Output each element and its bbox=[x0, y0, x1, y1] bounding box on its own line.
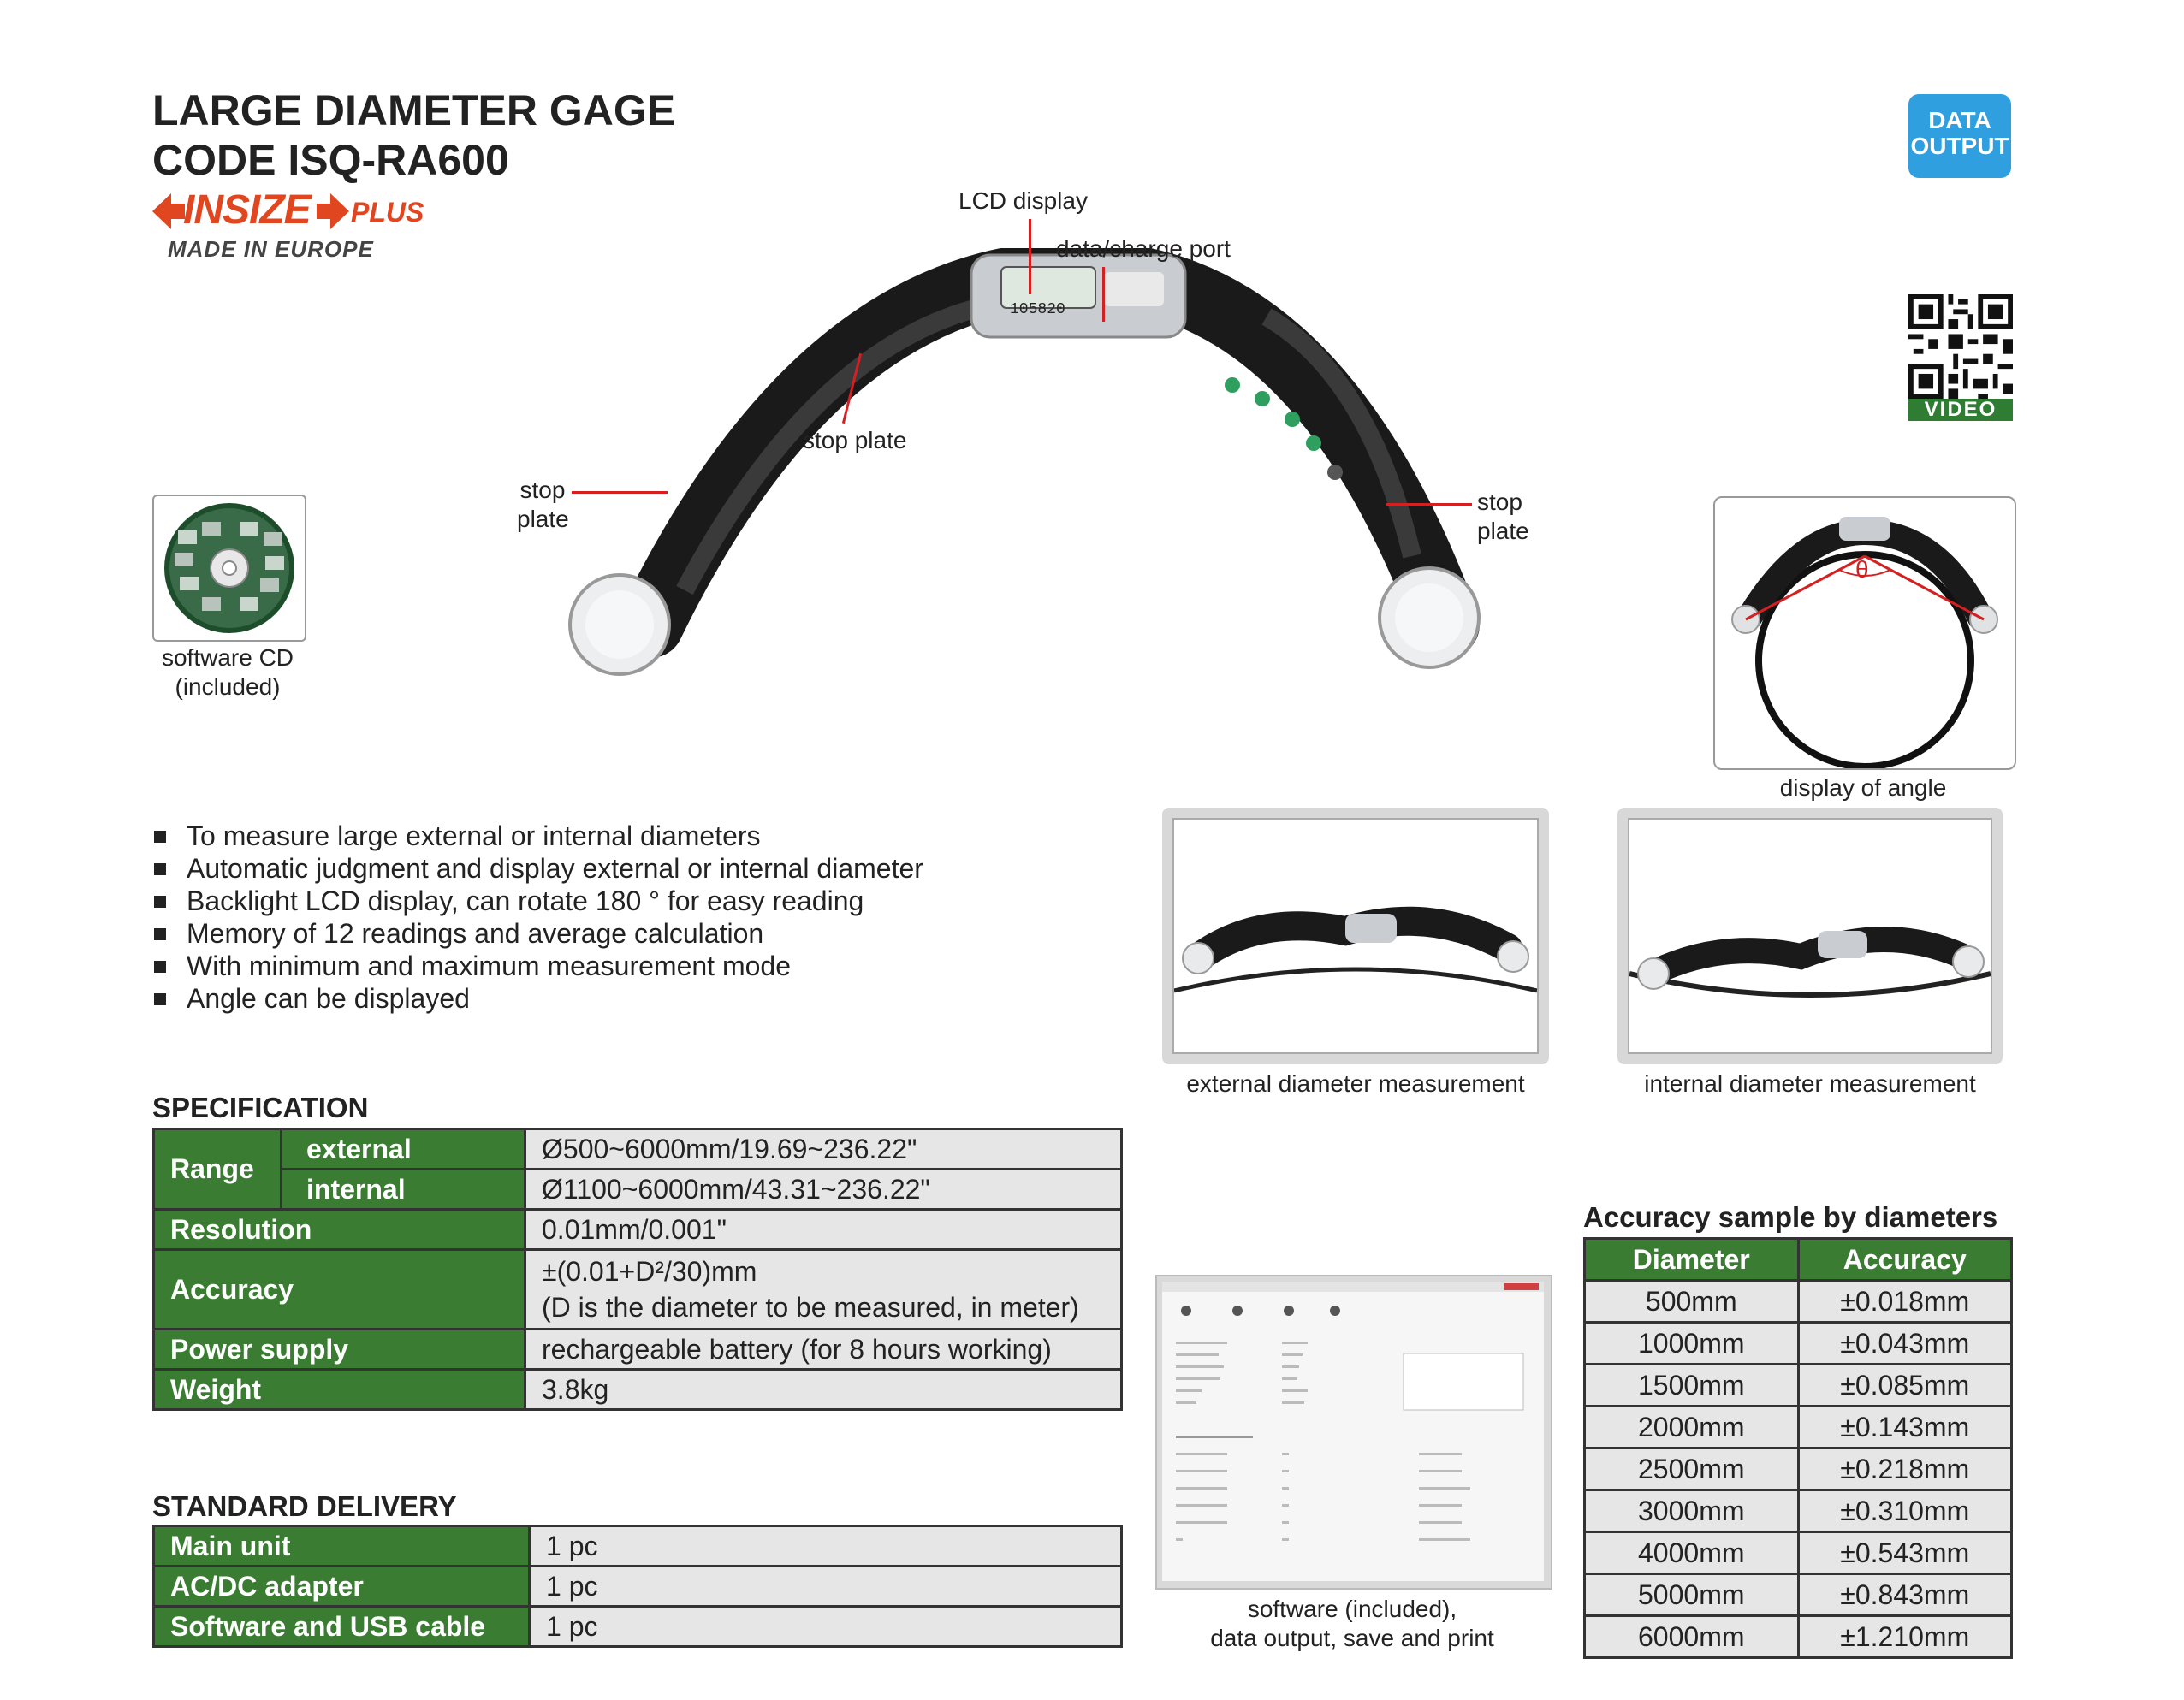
software-window-illustration bbox=[1162, 1282, 1544, 1581]
delivery-qty: 1 pc bbox=[530, 1526, 1122, 1567]
delivery-item: AC/DC adapter bbox=[154, 1567, 530, 1607]
feature-list bbox=[152, 820, 1094, 1015]
data-output-badge-label: DATA OUTPUT bbox=[1910, 107, 2009, 159]
accuracy-value: ±0.310mm bbox=[1798, 1490, 2012, 1532]
accuracy-diameter: 2000mm bbox=[1585, 1407, 1799, 1448]
spec-value-resolution: 0.01mm/0.001" bbox=[525, 1210, 1122, 1250]
callout-line-stop-right bbox=[1386, 503, 1472, 506]
internal-measurement-illustration bbox=[1629, 820, 1991, 1052]
spec-value-internal: Ø1100~6000mm/43.31~236.22" bbox=[525, 1170, 1122, 1210]
spec-row-resolution bbox=[154, 1210, 1122, 1250]
callout-stop-plate-top: stop plate bbox=[803, 427, 907, 453]
accuracy-value: ±1.210mm bbox=[1798, 1616, 2012, 1658]
accuracy-row bbox=[1585, 1323, 2012, 1365]
accuracy-value: ±0.018mm bbox=[1798, 1281, 2012, 1323]
angle-illustration bbox=[1715, 498, 2015, 768]
software-caption-line2: data output, save and print bbox=[1210, 1625, 1494, 1651]
feature-item: Automatic judgment and display external or internal diameter bbox=[152, 852, 1094, 885]
callout-line-lcd bbox=[1029, 219, 1031, 294]
software-caption-line1: software (included), bbox=[1247, 1596, 1457, 1622]
cd-caption bbox=[137, 643, 318, 702]
lcd-reading: 105820 bbox=[1010, 301, 1065, 318]
cd-icon bbox=[154, 496, 305, 640]
delivery-item: Software and USB cable bbox=[154, 1607, 530, 1647]
feature-item: To measure large external or internal diameters bbox=[152, 820, 1094, 852]
callout-stop-plate-left-text: stop plate bbox=[517, 477, 569, 532]
delivery-title: STANDARD DELIVERY bbox=[152, 1490, 457, 1522]
accuracy-value: ±0.843mm bbox=[1798, 1574, 2012, 1616]
data-output-badge bbox=[1908, 94, 2011, 178]
accuracy-row bbox=[1585, 1490, 2012, 1532]
accuracy-header-diameter: Diameter bbox=[1585, 1239, 1799, 1281]
accuracy-value: ±0.218mm bbox=[1798, 1448, 2012, 1490]
callout-stop-plate-right-text: stop plate bbox=[1477, 489, 1529, 544]
accuracy-value: ±0.143mm bbox=[1798, 1407, 2012, 1448]
delivery-table bbox=[152, 1525, 1123, 1648]
spec-value-external: Ø500~6000mm/19.69~236.22" bbox=[525, 1129, 1122, 1170]
feature-item: Memory of 12 readings and average calculation bbox=[152, 917, 1094, 950]
accuracy-header-accuracy: Accuracy bbox=[1798, 1239, 2012, 1281]
accuracy-row bbox=[1585, 1532, 2012, 1574]
accuracy-header-row bbox=[1585, 1239, 2012, 1281]
accuracy-diameter: 3000mm bbox=[1585, 1490, 1799, 1532]
internal-measurement-image bbox=[1617, 808, 2003, 1064]
accuracy-sample-title: Accuracy sample by diameters bbox=[1583, 1201, 1998, 1233]
callout-port: data/charge port bbox=[1056, 235, 1231, 262]
accuracy-row bbox=[1585, 1574, 2012, 1616]
spec-row-range-internal bbox=[154, 1170, 1122, 1210]
accuracy-value: ±0.043mm bbox=[1798, 1323, 2012, 1365]
product-image bbox=[548, 248, 1506, 693]
spec-row-range-external bbox=[154, 1129, 1122, 1170]
spec-row-accuracy bbox=[154, 1250, 1122, 1330]
accuracy-row bbox=[1585, 1448, 2012, 1490]
made-in-label: MADE IN EUROPE bbox=[168, 236, 374, 262]
cd-caption-line1: software CD bbox=[161, 644, 294, 671]
accuracy-row bbox=[1585, 1281, 2012, 1323]
external-caption: external diameter measurement bbox=[1186, 1070, 1525, 1097]
external-measurement-image bbox=[1162, 808, 1549, 1064]
specification-table bbox=[152, 1128, 1123, 1411]
spec-value-power: rechargeable battery (for 8 hours working) bbox=[525, 1330, 1122, 1370]
spec-row-power bbox=[154, 1330, 1122, 1370]
accuracy-diameter: 6000mm bbox=[1585, 1616, 1799, 1658]
spec-label-resolution: Resolution bbox=[154, 1210, 525, 1250]
spec-label-accuracy: Accuracy bbox=[154, 1250, 525, 1330]
angle-caption: display of angle bbox=[1779, 774, 1947, 801]
callout-line-stop-left bbox=[572, 491, 668, 494]
accuracy-value: ±0.085mm bbox=[1798, 1365, 2012, 1407]
accuracy-row bbox=[1585, 1365, 2012, 1407]
spec-label-internal: internal bbox=[282, 1170, 525, 1210]
arrow-left-icon bbox=[152, 190, 187, 233]
product-title: LARGE DIAMETER GAGE bbox=[152, 86, 676, 134]
spec-label-power: Power supply bbox=[154, 1330, 525, 1370]
feature-item: With minimum and maximum measurement mode bbox=[152, 950, 1094, 982]
spec-value-accuracy-note: (D is the diameter to be measured, in meter) bbox=[542, 1292, 1079, 1323]
feature-item: Backlight LCD display, can rotate 180 ° for easy reading bbox=[152, 885, 1094, 917]
callout-lcd-display: LCD display bbox=[958, 187, 1088, 214]
qr-video-label: VIDEO bbox=[1908, 399, 2013, 421]
internal-caption: internal diameter measurement bbox=[1644, 1070, 1976, 1097]
spec-row-weight bbox=[154, 1370, 1122, 1410]
arrow-right-icon bbox=[315, 190, 349, 233]
delivery-row bbox=[154, 1526, 1122, 1567]
callout-line-port bbox=[1102, 267, 1105, 322]
accuracy-diameter: 1000mm bbox=[1585, 1323, 1799, 1365]
software-cd-image bbox=[152, 495, 306, 642]
brand-suffix: PLUS bbox=[351, 197, 424, 228]
accuracy-row bbox=[1585, 1407, 2012, 1448]
spec-value-weight: 3.8kg bbox=[525, 1370, 1122, 1410]
delivery-item: Main unit bbox=[154, 1526, 530, 1567]
delivery-row bbox=[154, 1567, 1122, 1607]
product-code: CODE ISQ-RA600 bbox=[152, 136, 509, 184]
spec-value-accuracy bbox=[525, 1250, 1122, 1330]
software-caption bbox=[1155, 1595, 1549, 1653]
external-measurement-illustration bbox=[1174, 820, 1537, 1052]
brand-name: INSIZE bbox=[183, 187, 311, 233]
angle-symbol: θ bbox=[1855, 556, 1869, 583]
software-screenshot bbox=[1155, 1275, 1552, 1590]
delivery-qty: 1 pc bbox=[530, 1567, 1122, 1607]
cd-caption-line2: (included) bbox=[175, 673, 281, 700]
accuracy-diameter: 2500mm bbox=[1585, 1448, 1799, 1490]
accuracy-value: ±0.543mm bbox=[1798, 1532, 2012, 1574]
brand-logo bbox=[152, 187, 443, 234]
accuracy-diameter: 5000mm bbox=[1585, 1574, 1799, 1616]
accuracy-diameter: 1500mm bbox=[1585, 1365, 1799, 1407]
accuracy-diameter: 500mm bbox=[1585, 1281, 1799, 1323]
accuracy-sample-table bbox=[1583, 1237, 2013, 1659]
angle-image bbox=[1713, 496, 2016, 770]
spec-label-weight: Weight bbox=[154, 1370, 525, 1410]
spec-value-accuracy-formula: ±(0.01+D²/30)mm bbox=[542, 1256, 757, 1287]
specification-title: SPECIFICATION bbox=[152, 1092, 369, 1123]
qr-code-icon bbox=[1908, 294, 2013, 399]
accuracy-diameter: 4000mm bbox=[1585, 1532, 1799, 1574]
callout-stop-plate-left bbox=[517, 476, 568, 534]
accuracy-row bbox=[1585, 1616, 2012, 1658]
delivery-qty: 1 pc bbox=[530, 1607, 1122, 1647]
spec-label-range: Range bbox=[154, 1129, 282, 1210]
feature-item: Angle can be displayed bbox=[152, 982, 1094, 1015]
callout-stop-plate-right bbox=[1477, 488, 1546, 546]
delivery-row bbox=[154, 1607, 1122, 1647]
spec-label-external: external bbox=[282, 1129, 525, 1170]
qr-code[interactable] bbox=[1908, 294, 2013, 423]
